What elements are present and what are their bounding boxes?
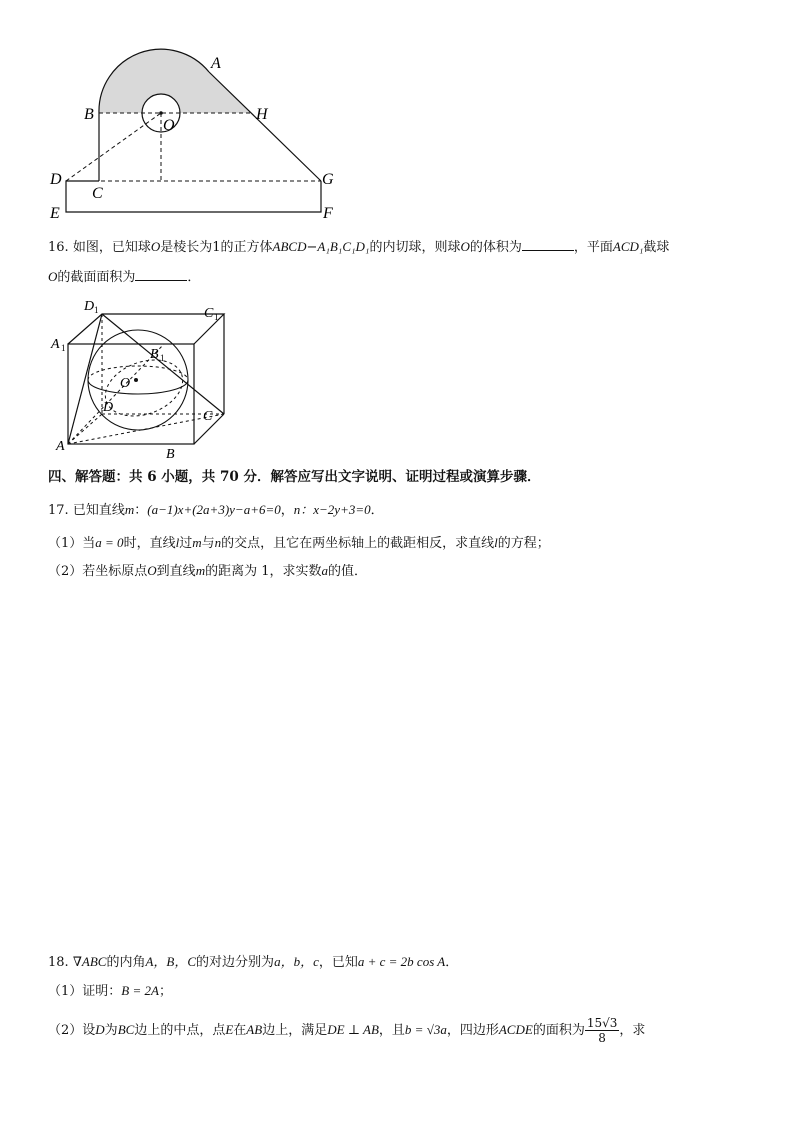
q18-quad: ACDE	[498, 1022, 533, 1037]
q16-number: 16.	[48, 240, 69, 255]
q17-number: 17.	[48, 503, 69, 518]
figure-1-diagram	[40, 40, 360, 225]
line-D1C	[102, 314, 224, 414]
hidden-AD	[68, 414, 102, 444]
q18-part2	[48, 1016, 645, 1045]
q18-p2-b: 为	[104, 1023, 118, 1038]
label-D1-sub: 1	[94, 305, 99, 315]
q17-p1-b: 时，直线	[123, 536, 176, 551]
q18-p2-e: 边上，满足	[262, 1023, 328, 1038]
q16-one: 1	[212, 240, 221, 255]
dashed-DO	[66, 113, 161, 181]
q17-p2-a: （2）若坐标原点	[48, 564, 148, 579]
q18-p2-c: 边上的中点，点	[134, 1023, 226, 1038]
q18-p2-h: 的面积为	[532, 1023, 585, 1038]
q16-blank-area[interactable]	[135, 266, 187, 281]
sphere-equator-back	[88, 366, 188, 380]
q16-cube-name: ABCD	[272, 239, 307, 254]
q17-eq-m: (a−1)x+(2a+3)y−a+6=0	[147, 502, 281, 517]
q18-p2-d: 在	[233, 1023, 247, 1038]
label-C1: C	[204, 306, 214, 321]
q18-p1-end: ；	[158, 984, 172, 999]
q18-line1	[48, 952, 458, 973]
q16-text-g: 截球	[643, 240, 670, 255]
q16-text-h: 的截面面积为	[57, 270, 136, 285]
q16-end: ．	[187, 270, 201, 285]
cube-top-edges	[68, 314, 224, 344]
q17-n: n	[293, 502, 301, 517]
q18-triangle: ∇ABC	[72, 954, 107, 969]
label-H: H	[256, 106, 268, 123]
q18-p2-f: ，且	[378, 1023, 405, 1038]
q17-p2-c: 的距离为 1，求实数	[205, 564, 322, 579]
q17-p1-a: （1）当	[48, 536, 96, 551]
q18-D: D	[95, 1022, 105, 1037]
q16-text-c: 的正方体	[220, 240, 273, 255]
q16-line1	[48, 236, 669, 258]
q18-p2-g: ，四边形	[446, 1023, 499, 1038]
q17-n2: n	[214, 535, 222, 550]
q17-l1: l	[175, 535, 180, 550]
q16-text-b: 是棱长为	[160, 240, 213, 255]
label-B1-sub: 1	[160, 353, 165, 363]
q18-area-fraction	[585, 1016, 620, 1045]
q18-l1-b: 的对边分别为	[196, 955, 275, 970]
q16-cube-name-2: A₁B₁C₁D₁	[317, 239, 370, 254]
q17-p2-b: 到直线	[156, 564, 196, 579]
q16-sphere-O: O	[150, 239, 161, 254]
q17-m2: m	[192, 535, 202, 550]
q17-l2: l	[494, 535, 498, 550]
q18-eq: a + c = 2b cos A	[357, 954, 446, 969]
q17-p1-c: 过	[179, 536, 193, 551]
q18-number: 18.	[48, 955, 69, 970]
q18-BC: BC	[117, 1022, 135, 1037]
q17-p1-e: 的交点，且它在两坐标轴上的截距相反，求直线	[221, 536, 495, 551]
label-F: F	[323, 205, 333, 222]
label-E: E	[50, 205, 60, 222]
q17-intro: 已知直线	[72, 503, 125, 518]
q17-m3: m	[195, 563, 206, 578]
label-O: O	[120, 376, 131, 391]
base-rectangle	[66, 181, 321, 212]
label-A1-sub: 1	[61, 343, 66, 353]
center-point	[159, 111, 163, 115]
q17-m: m	[124, 502, 135, 517]
q17-eq-n: ：x−2y+3=0	[300, 502, 371, 517]
q18-l1-c: ，已知	[318, 955, 358, 970]
label-C1-sub: 1	[214, 312, 219, 322]
q16-text-e: 的体积为	[469, 240, 522, 255]
q18-frac-num: 15√3	[586, 1016, 618, 1030]
label-A: A	[56, 439, 65, 454]
label-B: B	[84, 106, 94, 123]
label-A1: A	[51, 337, 60, 352]
label-D1: D	[84, 299, 95, 314]
q18-l1-end: ．	[445, 955, 459, 970]
label-D: D	[50, 171, 62, 188]
q16-line2	[48, 266, 200, 288]
q17-line1	[48, 500, 384, 521]
q16-text-d: 的内切球，则球	[369, 240, 461, 255]
q17-a0: a = 0	[95, 535, 124, 550]
q16-sphere-O-2: O	[460, 239, 470, 254]
q18-p2-i: ，求	[619, 1023, 646, 1038]
q17-colon: ：	[134, 503, 148, 518]
q16-text-a: 如图，已知球	[72, 240, 151, 255]
q17-a: a	[321, 563, 328, 578]
q16-text-f: ，平面	[573, 240, 613, 255]
q17-p1-d: 与	[201, 536, 215, 551]
label-D: D	[103, 400, 114, 415]
q18-p2-a: （2）设	[48, 1023, 96, 1038]
q18-sides: a，b，c	[274, 954, 319, 969]
q18-part1	[48, 981, 172, 1002]
label-B1: B	[150, 347, 159, 362]
q17-sep: ，	[280, 503, 294, 518]
q17-O: O	[147, 563, 157, 578]
q18-perp: DE ⊥ AB	[327, 1022, 379, 1037]
q18-beq: b = √3a	[404, 1022, 447, 1037]
q17-end: ．	[370, 503, 384, 518]
q17-part2	[48, 561, 367, 582]
label-C: C	[92, 185, 103, 202]
label-G: G	[322, 171, 334, 188]
line-AD1	[68, 314, 102, 444]
q18-E: E	[225, 1022, 234, 1037]
q18-p1-a: （1）证明：	[48, 984, 122, 999]
q16-dash: −	[306, 240, 318, 255]
q18-frac-den: 8	[598, 1031, 606, 1045]
section-4-heading: 四、解答题：共 6 小题，共 70 分．解答应写出文字说明、证明过程或演算步骤．	[48, 469, 541, 485]
q16-sphere-O-3: O	[48, 269, 58, 284]
q18-p1-eq: B = 2A	[121, 983, 159, 998]
line-AG	[209, 72, 321, 181]
label-C: C	[203, 409, 213, 424]
q17-p2-d: 的值．	[327, 564, 367, 579]
figure-2-cube	[48, 292, 228, 460]
q17-p1-f: 的方程；	[497, 536, 550, 551]
q16-plane: ACD₁	[612, 239, 644, 254]
label-B: B	[166, 447, 175, 460]
label-O: O	[163, 117, 175, 134]
q16-blank-volume[interactable]	[522, 236, 574, 251]
sphere-equator-front	[88, 380, 188, 394]
label-A: A	[211, 55, 221, 72]
q18-angles: A，B，C	[145, 954, 197, 969]
sphere-center	[134, 378, 138, 382]
q18-AB: AB	[246, 1022, 263, 1037]
q17-part1	[48, 533, 550, 554]
q18-l1-a: 的内角	[106, 955, 146, 970]
